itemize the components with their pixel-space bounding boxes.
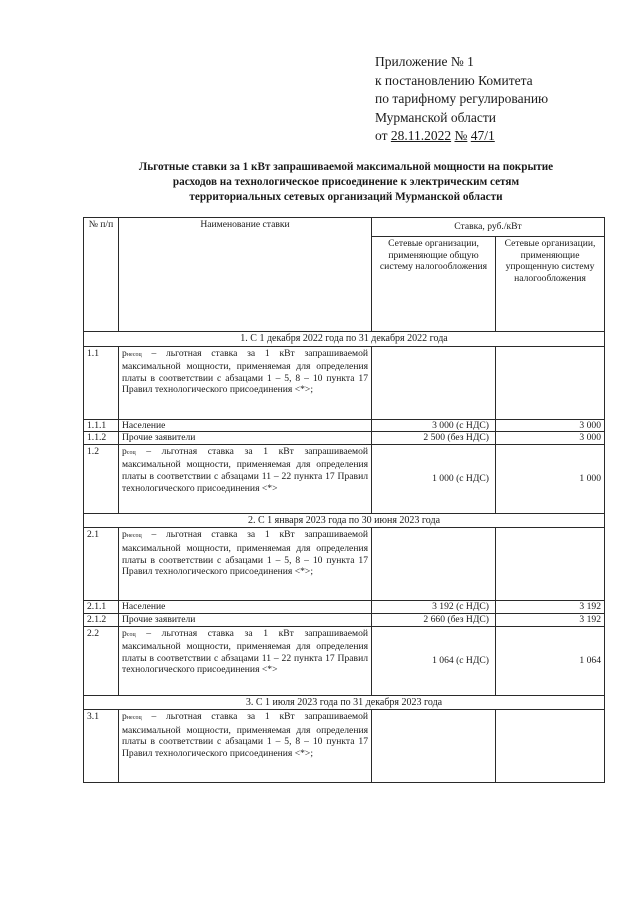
table-row bbox=[84, 346, 605, 419]
title-line: Льготные ставки за 1 кВт запрашиваемой максимальной мощности на покрытие bbox=[138, 161, 554, 173]
rate-symbol: р bbox=[122, 529, 127, 541]
header-simplified: Сетевые организации, применяющие упрощенную систему налогообложения bbox=[496, 237, 605, 332]
value-general: 2 660 (без НДС) bbox=[372, 613, 496, 626]
header-num: № п/п bbox=[84, 218, 119, 332]
rate-subscript: соц bbox=[126, 449, 136, 456]
appendix-from: от bbox=[375, 128, 388, 143]
section-title: 1. С 1 декабря 2022 года по 31 декабря 2022 года bbox=[84, 332, 605, 347]
table-row bbox=[84, 601, 605, 614]
empty-cell bbox=[496, 710, 605, 783]
table-row bbox=[84, 528, 605, 601]
appendix-line: Приложение № 1 bbox=[375, 54, 474, 69]
row-description bbox=[119, 710, 372, 783]
rate-symbol: р bbox=[122, 627, 127, 639]
row-label: Прочие заявители bbox=[119, 432, 372, 445]
row-number: 1.2 bbox=[84, 444, 119, 513]
row-number: 1.1 bbox=[84, 346, 119, 419]
value-general: 1 000 (с НДС) bbox=[372, 444, 496, 513]
empty-cell bbox=[496, 528, 605, 601]
empty-cell bbox=[496, 346, 605, 419]
rate-symbol: р bbox=[122, 347, 127, 359]
appendix-date-line bbox=[375, 127, 548, 146]
row-label: Население bbox=[119, 601, 372, 614]
rate-text: – льготная ставка за 1 кВт запрашиваемой максимальной мощности, применяемая для определения платы в соответствии с абзацами 11 – 22 пункта 17 Правил технологического присоединения <*> bbox=[122, 627, 368, 676]
rate-subscript: несоц bbox=[126, 533, 142, 540]
value-simplified: 1 064 bbox=[496, 626, 605, 695]
row-number: 2.1.1 bbox=[84, 601, 119, 614]
row-number: 3.1 bbox=[84, 710, 119, 783]
row-number: 1.1.2 bbox=[84, 432, 119, 445]
value-general: 3 000 (с НДС) bbox=[372, 419, 496, 432]
section-row bbox=[84, 332, 605, 347]
header-name: Наименование ставки bbox=[119, 218, 372, 332]
value-general: 2 500 (без НДС) bbox=[372, 432, 496, 445]
row-number: 2.1.2 bbox=[84, 613, 119, 626]
empty-cell bbox=[372, 346, 496, 419]
section-row bbox=[84, 695, 605, 710]
value-simplified: 3 000 bbox=[496, 419, 605, 432]
table-row bbox=[84, 710, 605, 783]
row-description bbox=[119, 528, 372, 601]
rate-symbol: р bbox=[122, 711, 127, 723]
section-title: 2. С 1 января 2023 года по 30 июня 2023 года bbox=[84, 513, 605, 528]
empty-cell bbox=[372, 528, 496, 601]
table-row bbox=[84, 613, 605, 626]
table-row bbox=[84, 444, 605, 513]
row-description bbox=[119, 626, 372, 695]
row-label: Население bbox=[119, 419, 372, 432]
header-rate: Ставка, руб./кВт bbox=[372, 218, 605, 237]
section-title: 3. С 1 июля 2023 года по 31 декабря 2023 года bbox=[84, 695, 605, 710]
empty-cell bbox=[372, 710, 496, 783]
appendix-block bbox=[375, 53, 548, 146]
row-description bbox=[119, 346, 372, 419]
rate-text: – льготная ставка за 1 кВт запрашиваемой максимальной мощности, применяемая для определения платы в соответствии с абзацами 11 – 22 пункта 17 Правил технологического присоединения <*> bbox=[122, 445, 368, 494]
rate-text: – льготная ставка за 1 кВт запрашиваемой максимальной мощности, применяемая для определения платы в соответствии с абзацами 1 – 5, 8 – 10 пункта 17 Правил технологического присоединения <*>; bbox=[122, 711, 368, 759]
rate-text: – льготная ставка за 1 кВт запрашиваемой максимальной мощности, применяемая для определения платы в соответствии с абзацами 1 – 5, 8 – 10 пункта 17 Правил технологического присоединения <*>; bbox=[122, 529, 368, 578]
rate-subscript: несоц bbox=[126, 715, 142, 722]
header-row bbox=[84, 218, 605, 237]
rate-subscript: несоц bbox=[126, 351, 142, 358]
appendix-date: 28.11.2022 bbox=[390, 128, 452, 143]
row-number: 1.1.1 bbox=[84, 419, 119, 432]
value-simplified: 3 192 bbox=[496, 613, 605, 626]
rate-subscript: соц bbox=[126, 631, 136, 638]
header-general: Сетевые организации, применяющие общую систему налогообложения bbox=[372, 237, 496, 332]
appendix-line: по тарифному регулированию bbox=[375, 91, 549, 106]
table-row bbox=[84, 626, 605, 695]
title-line: территориальных сетевых организаций Мурманской области bbox=[189, 191, 503, 203]
appendix-number-sign: № bbox=[454, 128, 468, 143]
appendix-line: к постановлению Комитета bbox=[375, 72, 533, 88]
document-title bbox=[84, 160, 608, 205]
rates-table bbox=[83, 217, 605, 783]
title-line: расходов на технологическое присоединение к электрическим сетям bbox=[172, 176, 520, 188]
row-label: Прочие заявители bbox=[119, 613, 372, 626]
appendix-line: Мурманской области bbox=[375, 109, 496, 125]
value-general: 1 064 (с НДС) bbox=[372, 626, 496, 695]
rate-text: – льготная ставка за 1 кВт запрашиваемой максимальной мощности, применяемая для определения платы в соответствии с абзацами 1 – 5, 8 – 10 пункта 17 Правил технологического присоединения <*>; bbox=[122, 347, 368, 396]
value-simplified: 1 000 bbox=[496, 444, 605, 513]
table-row bbox=[84, 432, 605, 445]
row-description bbox=[119, 444, 372, 513]
table-row bbox=[84, 419, 605, 432]
value-general: 3 192 (с НДС) bbox=[372, 601, 496, 614]
row-number: 2.1 bbox=[84, 528, 119, 601]
value-simplified: 3 192 bbox=[496, 601, 605, 614]
section-row bbox=[84, 513, 605, 528]
appendix-number: 47/1 bbox=[470, 128, 495, 143]
rate-symbol: р bbox=[122, 445, 127, 457]
value-simplified: 3 000 bbox=[496, 432, 605, 445]
row-number: 2.2 bbox=[84, 626, 119, 695]
